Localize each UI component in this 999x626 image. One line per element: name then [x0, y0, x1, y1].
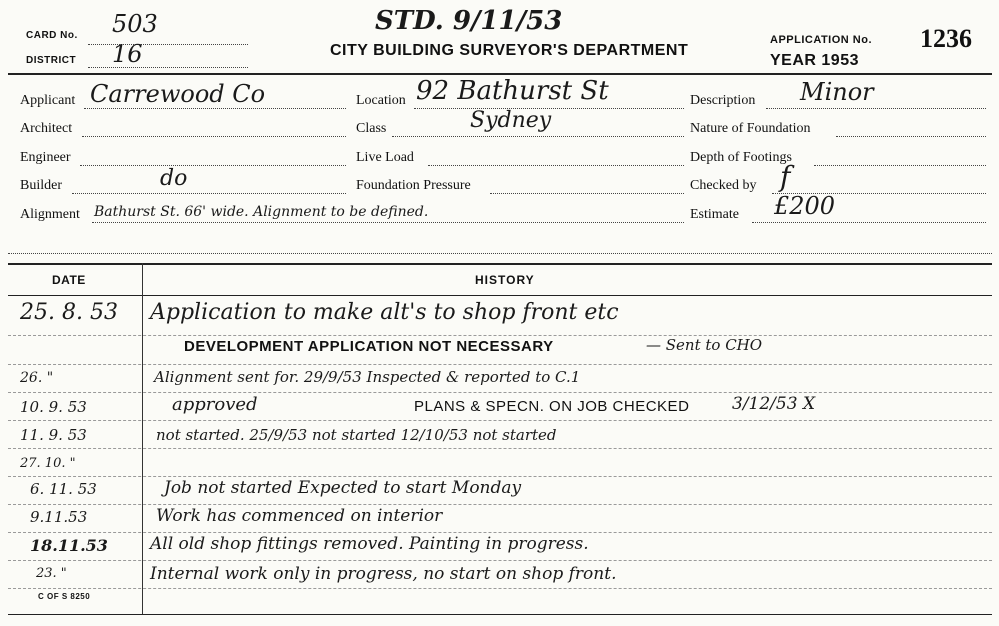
history-date: 10. 9. 53: [20, 398, 87, 416]
history-date: 25. 8. 53: [20, 300, 118, 325]
date-column-divider: [142, 263, 143, 615]
location-value: 92 Bathurst St: [416, 76, 609, 106]
header-rule: [8, 73, 992, 75]
plans-checked-note: 3/12/53 X: [732, 394, 816, 414]
engineer-underline: [80, 165, 346, 166]
estimate-label: Estimate: [690, 207, 739, 222]
applicant-value: Carrewood Co: [90, 80, 266, 108]
history-date: 18.11.53: [30, 536, 108, 555]
builder-value: do: [160, 166, 188, 191]
history-entry: Job not started Expected to start Monday: [164, 478, 522, 498]
district-value: 16: [112, 40, 143, 68]
live-load-label: Live Load: [356, 150, 414, 165]
description-underline: [766, 108, 986, 109]
architect-underline: [82, 136, 346, 137]
history-entry: approved: [172, 394, 258, 415]
fields-bottom-dotted: [8, 253, 992, 254]
checked-by-label: Checked by: [690, 178, 757, 193]
foundation-pressure-label: Foundation Pressure: [356, 178, 471, 193]
estimate-value: £200: [774, 192, 836, 220]
row-separator: [8, 335, 992, 336]
history-entry: Internal work only in progress, no start on shop front.: [150, 564, 617, 584]
history-date: 6. 11. 53: [30, 480, 97, 498]
class-underline: [392, 136, 684, 137]
date-column-header: DATE: [52, 273, 86, 287]
row-separator: [8, 420, 992, 421]
history-date: 9.11.53: [30, 508, 88, 526]
estimate-underline: [752, 222, 986, 223]
std-note: STD. 9/11/53: [375, 6, 563, 36]
application-no-label: APPLICATION No.: [770, 34, 873, 46]
history-date: 27. 10. ": [20, 456, 76, 471]
card-no-value: 503: [112, 10, 158, 38]
live-load-underline: [428, 165, 684, 166]
history-date: 11. 9. 53: [20, 426, 87, 444]
history-top-rule: [8, 263, 992, 265]
depth-underline: [814, 165, 986, 166]
row-separator: [8, 532, 992, 533]
department-title: CITY BUILDING SURVEYOR'S DEPARTMENT: [330, 42, 689, 59]
card-no-label: CARD No.: [26, 30, 78, 41]
history-date: 23. ": [36, 566, 67, 581]
history-entry: All old shop fittings removed. Painting in progress.: [150, 534, 589, 554]
alignment-value: Bathurst St. 66' wide. Alignment to be defined.: [94, 204, 429, 220]
plans-checked-stamp: PLANS & SPECN. ON JOB CHECKED: [414, 398, 690, 415]
district-underline: [88, 67, 248, 68]
architect-label: Architect: [20, 121, 73, 136]
history-entry: Alignment sent for. 29/9/53 Inspected & reported to C.1: [154, 368, 581, 386]
application-no-value: 1236: [920, 24, 972, 53]
engineer-label: Engineer: [20, 150, 71, 165]
class-label: Class: [356, 121, 387, 136]
nature-of-foundation-label: Nature of Foundation: [690, 121, 811, 136]
row-separator: [8, 588, 992, 589]
sent-to-cho-note: — Sent to CHO: [646, 336, 763, 354]
row-separator: [8, 448, 992, 449]
year-label: YEAR 1953: [770, 52, 859, 69]
history-entry: not started. 25/9/53 not started 12/10/53 not started: [156, 426, 557, 444]
applicant-underline: [84, 108, 346, 109]
description-value: Minor: [800, 78, 874, 106]
alignment-label: Alignment: [20, 207, 80, 222]
history-date: 26. ": [20, 370, 54, 386]
row-separator: [8, 392, 992, 393]
development-application-stamp: DEVELOPMENT APPLICATION NOT NECESSARY: [184, 338, 554, 355]
description-label: Description: [690, 93, 756, 108]
district-label: DISTRICT: [26, 55, 77, 66]
alignment-underline: [92, 222, 684, 223]
builder-underline: [72, 193, 346, 194]
applicant-label: Applicant: [20, 93, 76, 108]
depth-of-footings-label: Depth of Footings: [690, 150, 792, 165]
form-code: C OF S 8250: [38, 592, 91, 601]
history-header-rule: [8, 295, 992, 296]
history-column-header: HISTORY: [475, 273, 535, 287]
location-label: Location: [356, 93, 406, 108]
checked-by-value: f: [780, 160, 791, 193]
row-separator: [8, 364, 992, 365]
nature-underline: [836, 136, 986, 137]
history-entry: Work has commenced on interior: [156, 506, 443, 526]
row-separator: [8, 476, 992, 477]
class-value: Sydney: [470, 108, 552, 133]
row-separator: [8, 504, 992, 505]
row-separator: [8, 560, 992, 561]
history-entry: Application to make alt's to shop front etc: [150, 300, 619, 325]
builder-label: Builder: [20, 178, 62, 193]
foundation-pressure-underline: [490, 193, 684, 194]
history-bottom-rule: [8, 614, 992, 615]
